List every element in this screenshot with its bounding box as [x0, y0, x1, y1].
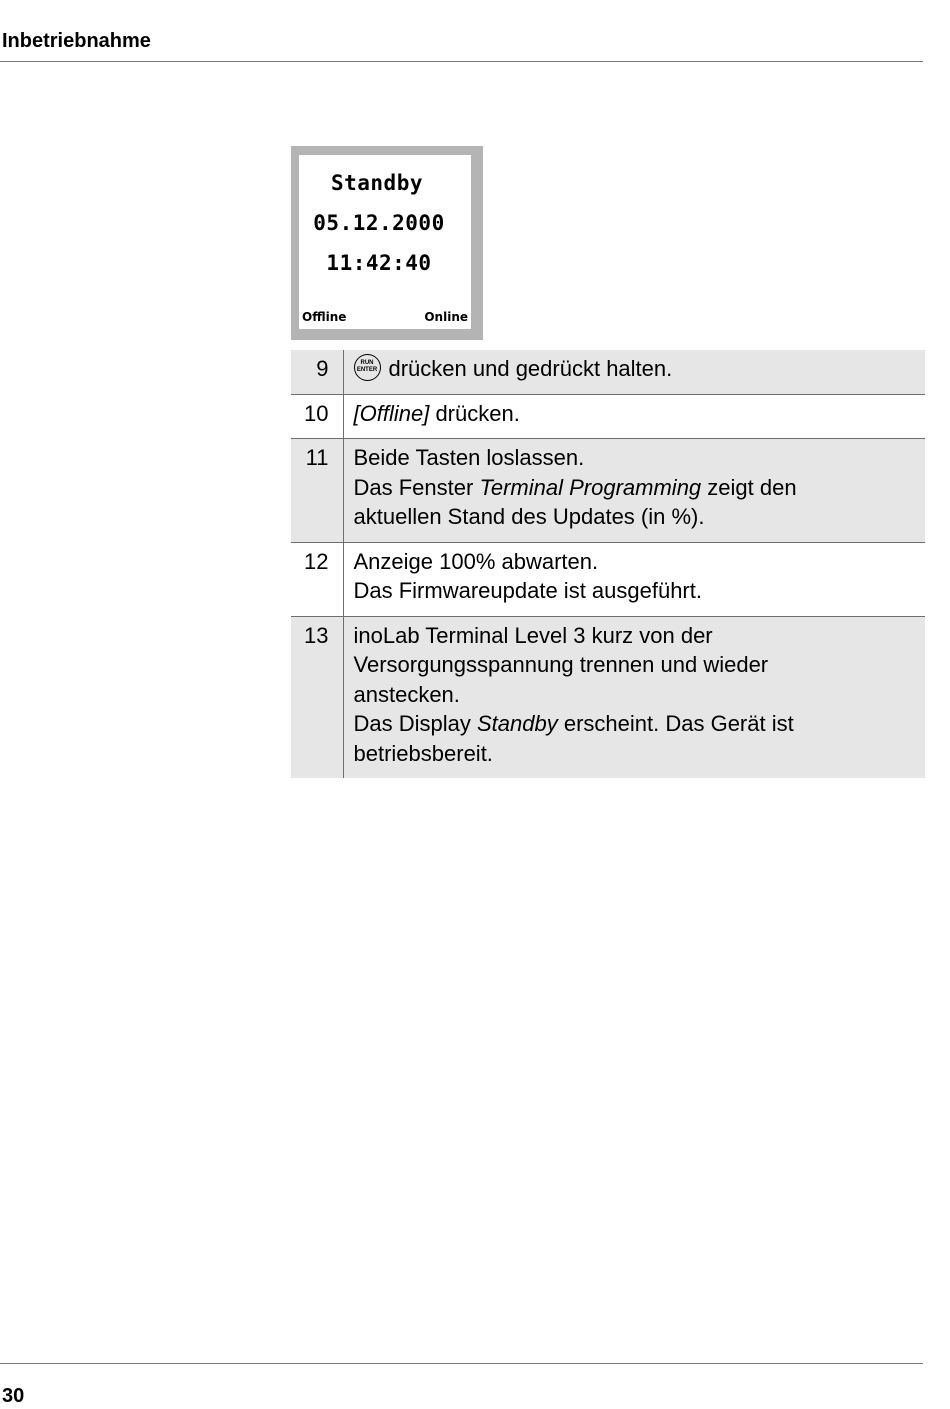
- step-row: [291, 350, 925, 394]
- steps-table: [291, 350, 925, 778]
- softkey-offline-label: Offline: [302, 310, 347, 324]
- step-number: 13: [291, 616, 343, 778]
- footer-rule: [0, 1363, 923, 1364]
- run-enter-key-icon: RUN ENTER: [354, 354, 381, 381]
- running-header: Inbetriebnahme: [2, 30, 151, 52]
- step-row: [291, 394, 925, 439]
- step-row: [291, 542, 925, 616]
- page-number: 30: [2, 1385, 25, 1407]
- step-row: [291, 616, 925, 778]
- display-date-line: 05.12.2000: [313, 211, 445, 235]
- step-number: 9: [291, 350, 343, 394]
- step-number: 10: [291, 394, 343, 439]
- display-status-line: Standby: [330, 171, 423, 195]
- step-text: RUN ENTER drücken und gedrückt halten.: [343, 350, 925, 394]
- device-display-figure: [291, 146, 483, 340]
- step-number: 11: [291, 439, 343, 543]
- step-row: [291, 439, 925, 543]
- step-text: Anzeige 100% abwarten. Das Firmwareupdate ist ausgeführt.: [343, 542, 925, 616]
- display-screen: [299, 155, 471, 329]
- step-text: Beide Tasten loslassen. Das Fenster Terminal Programming zeigt den aktuellen Stand des Updates (in %).: [343, 439, 925, 543]
- step-text: inoLab Terminal Level 3 kurz von der Versorgungsspannung trennen und wieder anstecken. Das Display Standby erscheint. Das Gerät ist betriebsbereit.: [343, 616, 925, 778]
- softkey-online-label: Online: [424, 310, 468, 324]
- header-rule: [0, 61, 923, 62]
- display-time-line: 11:42:40: [326, 251, 432, 275]
- step-number: 12: [291, 542, 343, 616]
- step-text: [Offline] drücken.: [343, 394, 925, 439]
